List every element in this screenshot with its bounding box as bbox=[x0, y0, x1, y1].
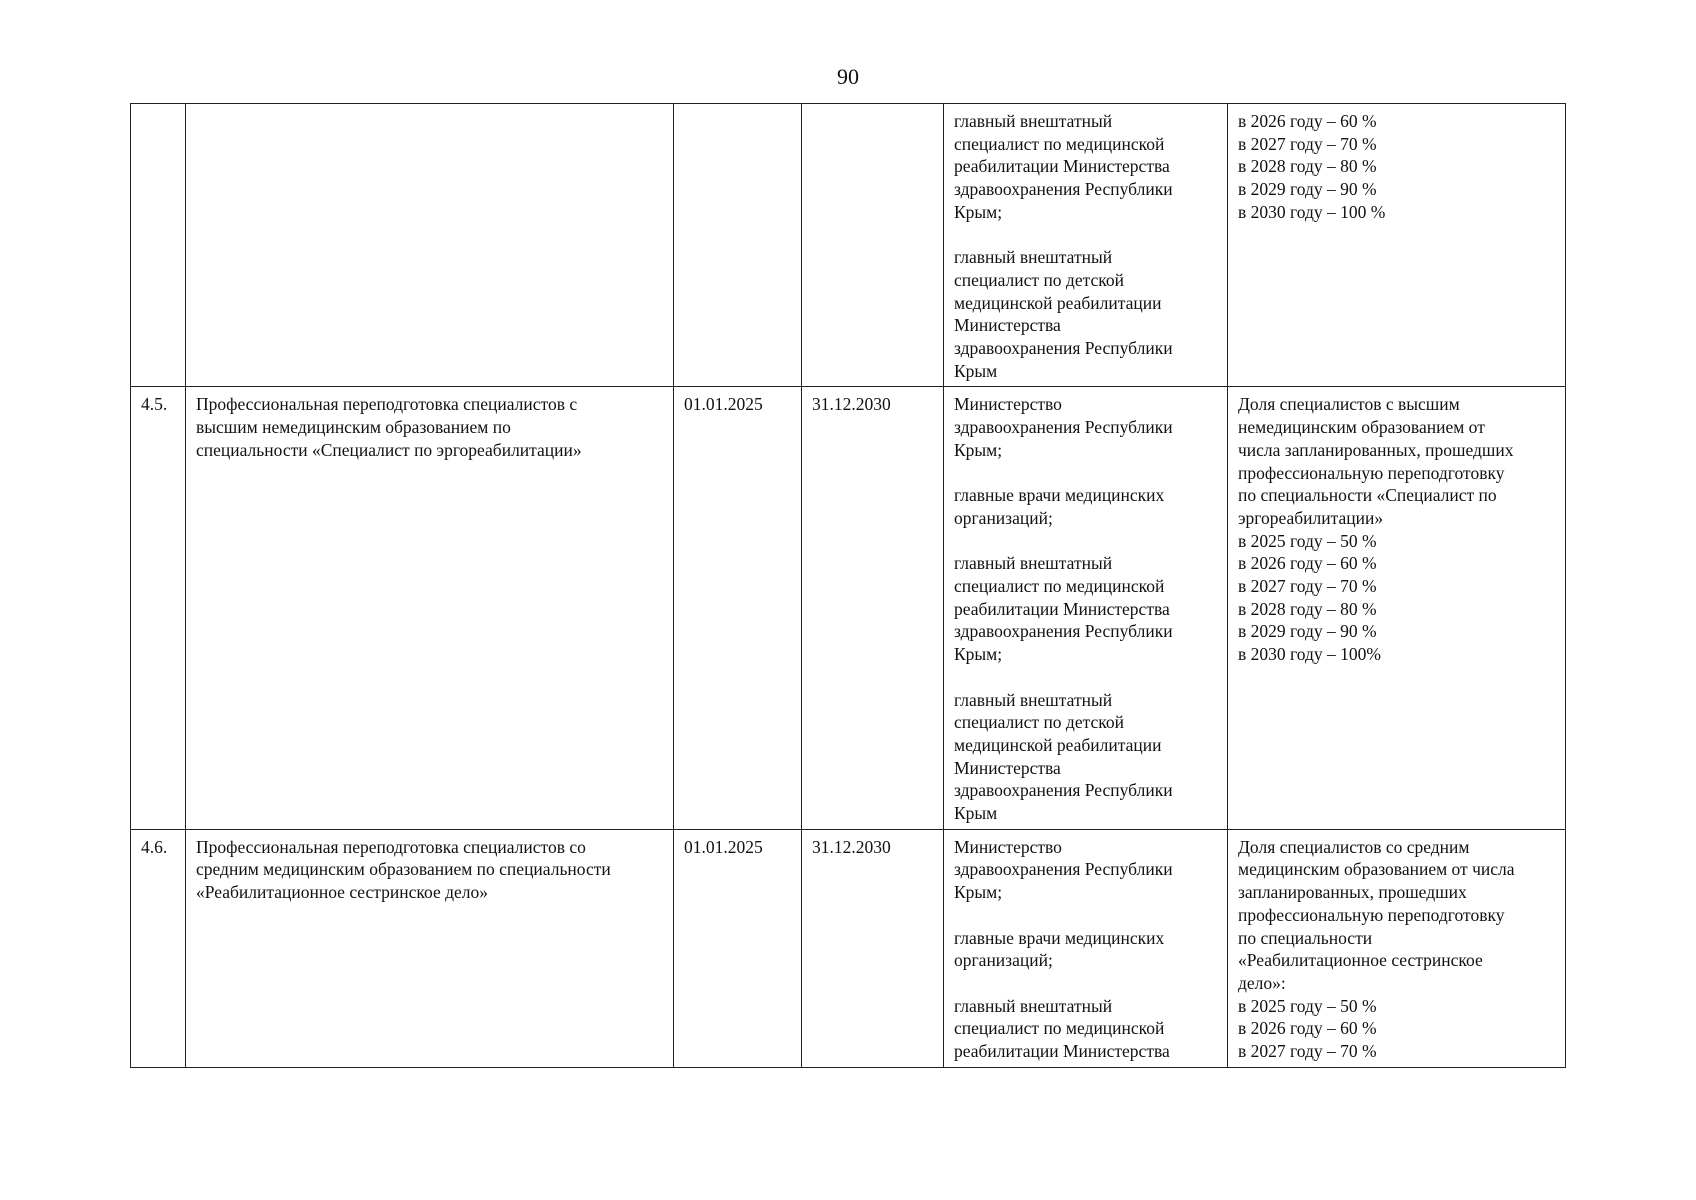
item-number-cell bbox=[131, 104, 186, 387]
table-row bbox=[131, 104, 1566, 387]
indicator-line: в 2027 году – 70 % bbox=[1238, 133, 1377, 154]
start-date-cell bbox=[674, 104, 802, 387]
responsible-line: Крым; bbox=[954, 644, 1003, 665]
responsible-cell bbox=[944, 829, 1228, 1067]
indicator-cell bbox=[1228, 829, 1566, 1067]
indicator-line: числа запланированных, прошедших bbox=[1238, 439, 1514, 460]
responsible-line: здравоохранения Республики bbox=[954, 179, 1173, 200]
responsible-line: специалист по детской bbox=[954, 712, 1124, 733]
responsible-line: здравоохранения Республики bbox=[954, 417, 1173, 438]
responsible-line: Министерство bbox=[954, 836, 1062, 857]
item-number: 4.5. bbox=[141, 394, 168, 415]
indicator-line: в 2028 году – 80 % bbox=[1238, 598, 1377, 619]
end-date: 31.12.2030 bbox=[812, 394, 891, 415]
paragraph-gap bbox=[954, 224, 1217, 247]
indicator-line: в 2027 году – 70 % bbox=[1238, 1041, 1377, 1062]
indicator-line: в 2026 году – 60 % bbox=[1238, 553, 1377, 574]
responsible-line: специалист по медицинской bbox=[954, 133, 1165, 154]
responsible-line: здравоохранения Республики bbox=[954, 621, 1173, 642]
paragraph-gap bbox=[954, 972, 1217, 995]
responsible-line: реабилитации Министерства bbox=[954, 1041, 1170, 1062]
responsible-line: специалист по детской bbox=[954, 269, 1124, 290]
responsible-line: Министерства bbox=[954, 757, 1061, 778]
table-row bbox=[131, 829, 1566, 1067]
indicator-line: в 2026 году – 60 % bbox=[1238, 111, 1377, 131]
responsible-line: организаций; bbox=[954, 950, 1053, 971]
indicator-line: немедицинским образованием от bbox=[1238, 417, 1485, 438]
item-number: 4.6. bbox=[141, 836, 168, 857]
indicator-cell bbox=[1228, 104, 1566, 387]
indicator-line: в 2028 году – 80 % bbox=[1238, 156, 1377, 177]
indicator-line: медицинским образованием от числа bbox=[1238, 859, 1515, 880]
indicator-line: профессиональную переподготовку bbox=[1238, 904, 1505, 925]
responsible-line: главный внештатный bbox=[954, 553, 1113, 574]
indicator-line: дело»: bbox=[1238, 972, 1286, 993]
page-number: 90 bbox=[837, 64, 859, 89]
responsible-line: главный внештатный bbox=[954, 111, 1113, 131]
responsible-line: Министерство bbox=[954, 394, 1062, 415]
activity-line: «Реабилитационное сестринское дело» bbox=[196, 882, 488, 903]
responsible-line: главный внештатный bbox=[954, 689, 1113, 710]
responsible-line: Крым bbox=[954, 803, 998, 824]
indicator-line: Доля специалистов со средним bbox=[1238, 836, 1470, 857]
indicator-line: по специальности bbox=[1238, 927, 1373, 948]
paragraph-gap bbox=[954, 462, 1217, 485]
responsible-line: главный внештатный bbox=[954, 247, 1113, 268]
activity-line: специальности «Специалист по эргореабилитации» bbox=[196, 439, 582, 460]
responsible-line: Министерства bbox=[954, 315, 1061, 336]
responsible-line: главные врачи медицинских bbox=[954, 927, 1165, 948]
item-number-cell bbox=[131, 387, 186, 829]
indicator-line: в 2027 году – 70 % bbox=[1238, 576, 1377, 597]
indicator-line: профессиональную переподготовку bbox=[1238, 462, 1505, 483]
responsible-cell bbox=[944, 387, 1228, 829]
responsible-line: реабилитации Министерства bbox=[954, 156, 1170, 177]
end-date-cell bbox=[802, 104, 944, 387]
indicator-line: в 2030 году – 100 % bbox=[1238, 201, 1386, 222]
responsible-line: здравоохранения Республики bbox=[954, 859, 1173, 880]
indicator-line: в 2026 году – 60 % bbox=[1238, 1018, 1377, 1039]
end-date-cell bbox=[802, 387, 944, 829]
indicator-line: в 2029 году – 90 % bbox=[1238, 179, 1377, 200]
responsible-line: Крым bbox=[954, 360, 998, 381]
start-date: 01.01.2025 bbox=[684, 394, 763, 415]
activity-cell bbox=[186, 829, 674, 1067]
activity-line: высшим немедицинским образованием по bbox=[196, 417, 511, 438]
activity-cell bbox=[186, 387, 674, 829]
indicator-line: эргореабилитации» bbox=[1238, 507, 1384, 528]
responsible-line: Крым; bbox=[954, 439, 1003, 460]
responsible-line: главные врачи медицинских bbox=[954, 485, 1165, 506]
responsible-line: главный внештатный bbox=[954, 995, 1113, 1016]
start-date: 01.01.2025 bbox=[684, 836, 763, 857]
start-date-cell bbox=[674, 829, 802, 1067]
responsible-line: организаций; bbox=[954, 507, 1053, 528]
end-date: 31.12.2030 bbox=[812, 836, 891, 857]
responsible-line: реабилитации Министерства bbox=[954, 598, 1170, 619]
indicator-line: запланированных, прошедших bbox=[1238, 882, 1467, 903]
start-date-cell bbox=[674, 387, 802, 829]
responsible-line: медицинской реабилитации bbox=[954, 292, 1162, 313]
indicator-line: в 2025 году – 50 % bbox=[1238, 995, 1377, 1016]
paragraph-gap bbox=[954, 530, 1217, 553]
item-number-cell bbox=[131, 829, 186, 1067]
indicator-line: в 2029 году – 90 % bbox=[1238, 621, 1377, 642]
responsible-cell bbox=[944, 104, 1228, 387]
responsible-line: здравоохранения Республики bbox=[954, 780, 1173, 801]
indicator-line: в 2030 году – 100% bbox=[1238, 644, 1381, 665]
responsible-line: Крым; bbox=[954, 882, 1003, 903]
indicator-line: по специальности «Специалист по bbox=[1238, 485, 1497, 506]
activity-line: Профессиональная переподготовка специалистов со bbox=[196, 836, 586, 857]
measures-table bbox=[130, 103, 1566, 1068]
indicator-line: Доля специалистов с высшим bbox=[1238, 394, 1460, 415]
table-row bbox=[131, 387, 1566, 829]
activity-line: Профессиональная переподготовка специалистов с bbox=[196, 394, 578, 415]
responsible-line: специалист по медицинской bbox=[954, 1018, 1165, 1039]
indicator-line: «Реабилитационное сестринское bbox=[1238, 950, 1483, 971]
responsible-line: специалист по медицинской bbox=[954, 576, 1165, 597]
responsible-line: медицинской реабилитации bbox=[954, 734, 1162, 755]
paragraph-gap bbox=[954, 666, 1217, 689]
responsible-line: Крым; bbox=[954, 201, 1003, 222]
indicator-cell bbox=[1228, 387, 1566, 829]
end-date-cell bbox=[802, 829, 944, 1067]
responsible-line: здравоохранения Республики bbox=[954, 338, 1173, 359]
indicator-line: в 2025 году – 50 % bbox=[1238, 530, 1377, 551]
activity-cell bbox=[186, 104, 674, 387]
activity-line: средним медицинским образованием по специальности bbox=[196, 859, 611, 880]
paragraph-gap bbox=[954, 904, 1217, 927]
